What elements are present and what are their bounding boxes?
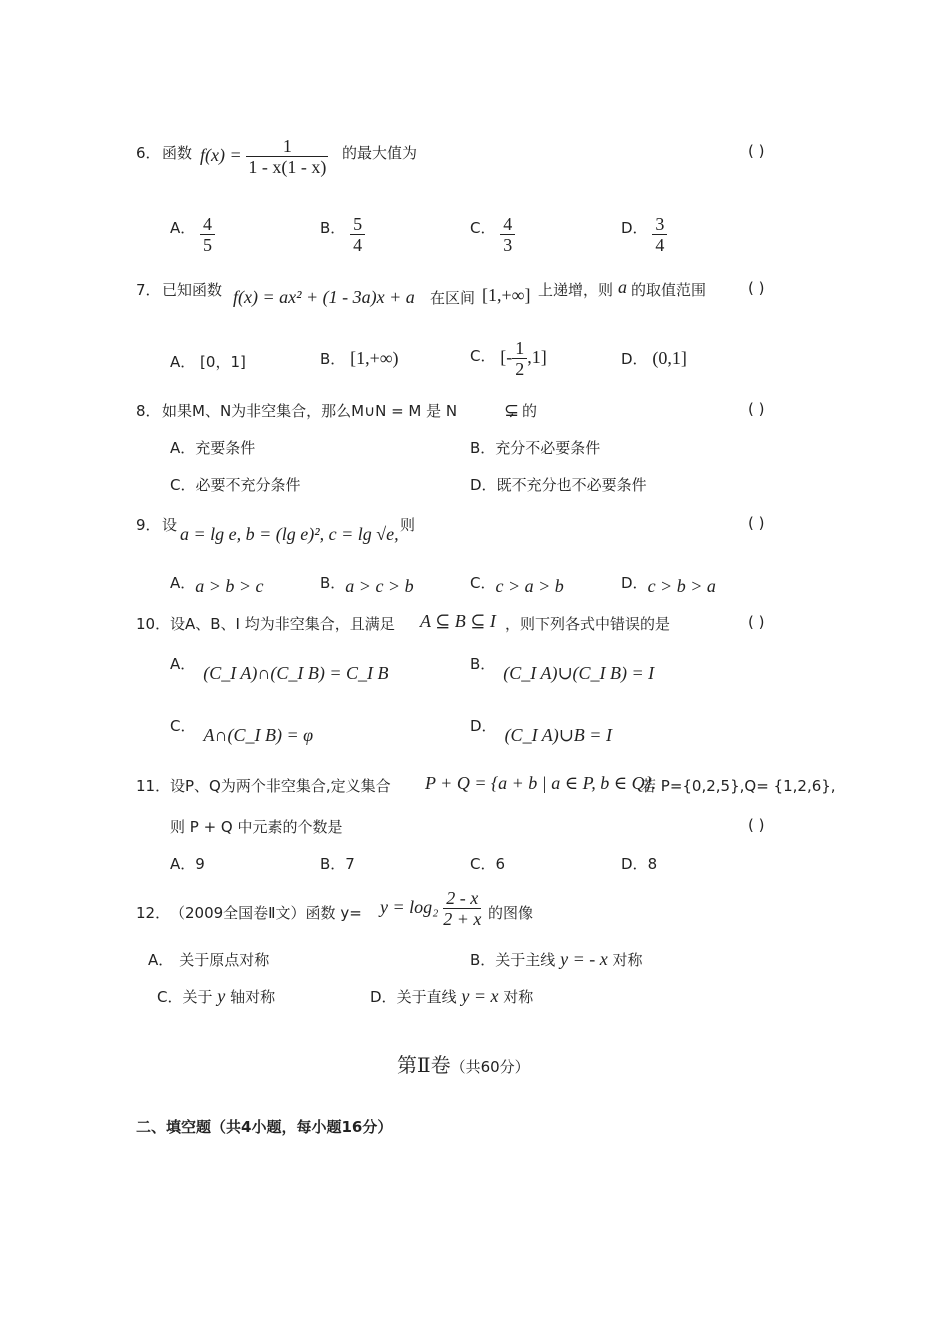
option-label: C． — [470, 347, 496, 365]
q7-number: 7． — [136, 281, 161, 299]
q6-fraction — [246, 136, 328, 177]
fraction-denominator: 2 — [515, 359, 525, 379]
q10-text: 设A、B、I 均为非空集合，且满足 — [170, 615, 395, 633]
option-label: D． — [470, 717, 497, 735]
q6-option-d — [621, 214, 667, 255]
q8-subset-symbol: ⊊ — [504, 400, 520, 420]
option-math: y = x — [461, 986, 499, 1006]
section-title-main: 第Ⅱ卷 — [397, 1053, 451, 1077]
q10-option-b — [470, 653, 655, 683]
option-tail: 对称 — [503, 988, 534, 1006]
option-text: [0，1] — [200, 353, 246, 371]
option-text: a > c > b — [345, 576, 414, 596]
q9-option-c — [470, 572, 564, 596]
q7-expression: f(x) = ax² + (1 - 3a)x + a — [233, 287, 415, 307]
q12-fraction — [443, 888, 481, 929]
q7-option-b — [320, 348, 399, 369]
q8-number: 8． — [136, 402, 161, 420]
q10-answer-paren: ( ) — [748, 613, 765, 631]
q12-suffix: 的图像 — [488, 904, 534, 922]
option-text: 充要条件 — [195, 439, 256, 457]
option-label: A． — [148, 951, 174, 969]
option-label: B． — [470, 439, 496, 457]
q6-denominator: 1 - x(1 - x) — [248, 157, 327, 177]
option-label: B． — [470, 655, 496, 673]
option-label: B． — [320, 350, 346, 368]
q12-denominator: 2 + x — [443, 909, 482, 929]
q6-answer-paren: ( ) — [748, 142, 765, 160]
option-fraction — [512, 338, 527, 379]
option-label: A． — [170, 574, 196, 592]
q6-suffix: 的最大值为 — [342, 144, 418, 162]
q7-prefix: 已知函数 — [162, 281, 223, 299]
q11-option-c — [470, 853, 505, 874]
q12-text: （2009全国卷Ⅱ文）函数 y= — [170, 904, 362, 922]
q6-number: 6． — [136, 144, 161, 162]
option-label: A． — [170, 655, 196, 673]
fraction-numerator: 4 — [500, 214, 515, 235]
q6-numerator: 1 — [246, 136, 328, 157]
option-text: 关于主线 — [495, 951, 556, 969]
option-text: 6 — [495, 855, 506, 873]
option-label: C． — [170, 717, 196, 735]
q12-formula — [380, 888, 481, 929]
q8-option-a — [170, 437, 255, 458]
option-post: ,1] — [527, 347, 547, 367]
q7-mid: 在区间 — [430, 289, 476, 307]
section2-heading: 二、填空题（共4小题，每小题16分） — [136, 1118, 393, 1136]
fraction-denominator: 4 — [353, 235, 363, 255]
option-text: c > b > a — [647, 576, 716, 596]
option-text: 9 — [195, 855, 205, 873]
option-label: D． — [621, 350, 648, 368]
q6-prefix: 函数 — [162, 144, 193, 162]
q9-option-d — [621, 572, 716, 596]
q9-expression: a = lg e, b = (lg e)², c = lg √e, — [180, 524, 399, 544]
q7-suffix: 上递增，则 — [538, 281, 614, 299]
option-text: A∩(C_I B) = φ — [203, 725, 314, 745]
section-title — [397, 1049, 530, 1078]
q12-number: 12． — [136, 904, 171, 922]
q12-log: y = log₂ — [380, 897, 439, 917]
q7-suffix2: 的取值范围 — [631, 281, 707, 299]
option-label: C． — [470, 855, 496, 873]
q11-answer-paren: ( ) — [748, 816, 765, 834]
option-tail: 轴对称 — [230, 988, 276, 1006]
option-tail: 对称 — [612, 951, 643, 969]
q10-option-a — [170, 653, 389, 683]
q6-option-c — [470, 214, 515, 255]
option-fraction — [652, 214, 667, 255]
option-text: c > a > b — [495, 576, 564, 596]
option-label: A． — [170, 353, 196, 371]
q7-interval: [1,+∞] — [482, 285, 531, 305]
q9-option-a — [170, 572, 264, 596]
option-label: B． — [320, 574, 346, 592]
q6-option-b — [320, 214, 365, 255]
option-fraction — [200, 214, 215, 255]
q11-suffix: 若 P={0,2,5},Q= {1,2,6}, — [641, 777, 836, 795]
option-label: D． — [370, 988, 397, 1006]
q9-option-b — [320, 572, 414, 596]
fraction-denominator: 3 — [503, 235, 513, 255]
option-text: 7 — [345, 855, 355, 873]
q12-option-b — [470, 949, 643, 970]
option-text: 充分不必要条件 — [495, 439, 601, 457]
q7-answer-paren: ( ) — [748, 279, 765, 297]
option-math: y — [217, 986, 226, 1006]
q12-option-d — [370, 986, 533, 1007]
q6-formula — [200, 136, 328, 177]
q6-option-a — [170, 214, 215, 255]
q8-option-d — [470, 474, 647, 495]
option-text: a > b > c — [195, 576, 264, 596]
q6-fx: f(x) = — [200, 145, 242, 165]
option-text: (0,1] — [652, 348, 687, 368]
q7-variable: a — [618, 277, 627, 297]
q9-answer-paren: ( ) — [748, 514, 765, 532]
option-pre: [- — [500, 347, 513, 367]
section-title-sub: （共60分） — [450, 1058, 530, 1076]
option-text: 关于直线 — [396, 988, 457, 1006]
q7-option-d — [621, 348, 687, 369]
q12-option-c — [157, 986, 275, 1007]
q11-number: 11． — [136, 777, 171, 795]
option-label: C． — [170, 476, 196, 494]
q10-number: 10． — [136, 615, 171, 633]
q9-suffix: 则 — [400, 516, 416, 534]
option-label: A． — [170, 855, 196, 873]
option-text: 必要不充分条件 — [195, 476, 301, 494]
option-label: A． — [170, 219, 196, 237]
option-label: C． — [157, 988, 183, 1006]
option-text: [1,+∞) — [350, 348, 399, 368]
option-label: D． — [621, 574, 648, 592]
q11-option-d — [621, 853, 657, 874]
option-label: B． — [320, 219, 346, 237]
fraction-denominator: 5 — [203, 235, 213, 255]
option-text: 8 — [647, 855, 658, 873]
q10-option-c — [170, 715, 314, 745]
option-label: D． — [621, 219, 648, 237]
option-text: 关于原点对称 — [179, 951, 270, 969]
q11-option-b — [320, 853, 355, 874]
q11-expression: P + Q = {a + b | a ∈ P, b ∈ Q}. — [425, 773, 657, 793]
q11-line2: 则 P + Q 中元素的个数是 — [170, 818, 343, 836]
q11-text: 设P、Q为两个非空集合,定义集合 — [170, 777, 391, 795]
fraction-numerator: 5 — [350, 214, 365, 235]
option-math: y = - x — [560, 949, 608, 969]
q10-condition: A ⊆ B ⊆ I — [420, 611, 496, 631]
q9-number: 9． — [136, 516, 161, 534]
q8-answer-paren: ( ) — [748, 400, 765, 418]
q11-option-a — [170, 853, 205, 874]
q7-option-c — [470, 338, 547, 379]
q7-option-a — [170, 351, 246, 372]
fraction-numerator: 4 — [200, 214, 215, 235]
option-fraction — [500, 214, 515, 255]
option-label: C． — [470, 219, 496, 237]
option-label: C． — [470, 574, 496, 592]
q10-suffix: ，则下列各式中错误的是 — [505, 615, 671, 633]
q8-option-b — [470, 437, 600, 458]
fraction-denominator: 4 — [655, 235, 665, 255]
q10-option-d — [470, 715, 612, 745]
option-label: B． — [470, 951, 496, 969]
option-text: (C_I A)∩(C_I B) = C_I B — [203, 663, 389, 683]
option-text: (C_I A)∪(C_I B) = I — [503, 663, 655, 683]
option-fraction — [350, 214, 365, 255]
q9-prefix: 设 — [162, 516, 178, 534]
q12-option-a — [148, 949, 269, 970]
fraction-numerator: 1 — [512, 338, 527, 359]
option-label: B． — [320, 855, 346, 873]
q12-numerator: 2 - x — [443, 888, 481, 909]
option-label: A． — [170, 439, 196, 457]
option-text: 既不充分也不必要条件 — [496, 476, 647, 494]
option-label: D． — [621, 855, 648, 873]
q8-option-c — [170, 474, 301, 495]
q8-text: 如果M、N为非空集合，那么M∪N = M 是 N — [162, 402, 458, 420]
option-text: 关于 — [182, 988, 213, 1006]
option-label: D． — [470, 476, 497, 494]
fraction-numerator: 3 — [652, 214, 667, 235]
option-text: (C_I A)∪B = I — [504, 725, 612, 745]
q8-tail: 的 — [522, 402, 538, 420]
